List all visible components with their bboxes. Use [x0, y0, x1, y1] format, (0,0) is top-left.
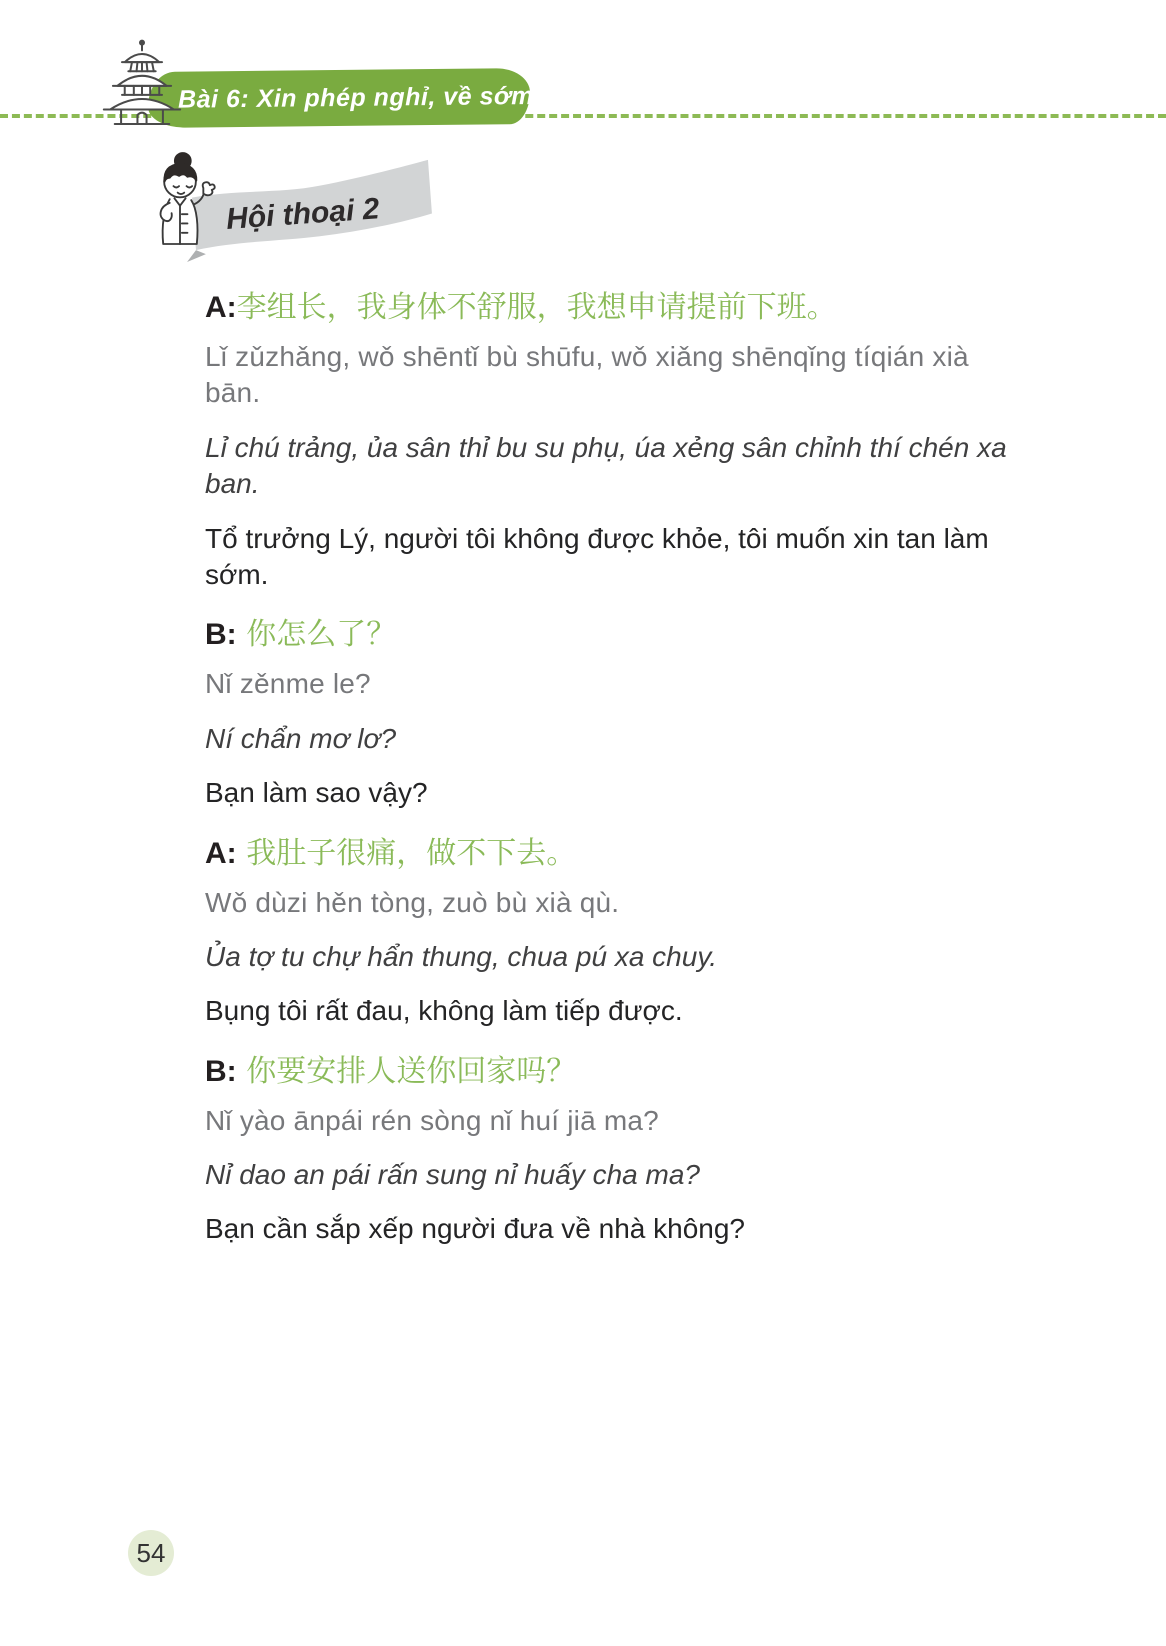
dialogue-entry	[205, 288, 1010, 593]
vietnamese-translation-text: Tổ trưởng Lý, người tôi không được khỏe, tôi muốn xin tan làm sớm.	[205, 522, 989, 590]
speaker-label: A:	[205, 291, 237, 324]
chinese-sentence	[205, 615, 1010, 654]
vietnamese-translation-text: Bạn làm sao vậy?	[205, 777, 428, 809]
vietnamese-phonetic-text: Ủa tợ tu chự hẩn thung, chua pú xa chuy.	[205, 940, 718, 972]
dialogue-entry	[205, 615, 1010, 811]
vietnamese-phonetic-text: Lỉ chú trảng, ủa sân thỉ bu su phụ, úa xẻng sân chỉnh thí chén xa ban.	[205, 431, 1007, 500]
page-number: 54	[136, 1537, 166, 1568]
chinese-text: 李组长，我身体不舒服，我想申请提前下班。	[236, 290, 837, 325]
chinese-text: 你怎么了？	[236, 617, 397, 653]
waving-girl-icon	[138, 148, 222, 256]
dialogue-entry	[205, 834, 1010, 1030]
vietnamese-phonetic-text: Ní chẩn mơ lơ?	[205, 722, 397, 754]
pinyin-text: Wǒ dùzi hěn tòng, zuò bù xià qù.	[205, 886, 620, 918]
pagoda-icon	[92, 36, 192, 132]
lesson-banner	[148, 68, 535, 128]
vietnamese-phonetic-text: Nỉ dao an pái rấn sung nỉ huấy cha ma?	[205, 1159, 700, 1191]
chinese-sentence	[205, 834, 1010, 873]
section-title: Hội thoại 2	[225, 192, 381, 236]
vietnamese-translation-text: Bạn cần sắp xếp người đưa về nhà không?	[205, 1213, 745, 1245]
speaker-label: B:	[205, 618, 237, 652]
page-number-badge	[128, 1530, 174, 1576]
chinese-sentence	[205, 288, 1010, 327]
dialogue	[205, 288, 1010, 1270]
chinese-sentence	[205, 1052, 1010, 1091]
pinyin-text: Nǐ yào ānpái rén sòng nǐ huí jiā ma?	[205, 1104, 659, 1136]
pinyin-text: Lǐ zǔzhǎng, wǒ shēntǐ bù shūfu, wǒ xiǎng shēnqǐng tíqián xià bān.	[205, 341, 969, 409]
pinyin-text: Nǐ zěnme le?	[205, 668, 371, 700]
vietnamese-translation-text: Bụng tôi rất đau, không làm tiếp được.	[205, 995, 683, 1027]
speaker-label: A:	[205, 836, 237, 870]
chinese-text: 你要安排人送你回家吗？	[236, 1053, 577, 1089]
chinese-text: 我肚子很痛，做不下去。	[236, 835, 577, 871]
lesson-title: Bài 6: Xin phép nghỉ, về sớm	[177, 81, 535, 114]
dialogue-entry	[205, 1052, 1010, 1248]
speaker-label: B:	[205, 1054, 237, 1088]
